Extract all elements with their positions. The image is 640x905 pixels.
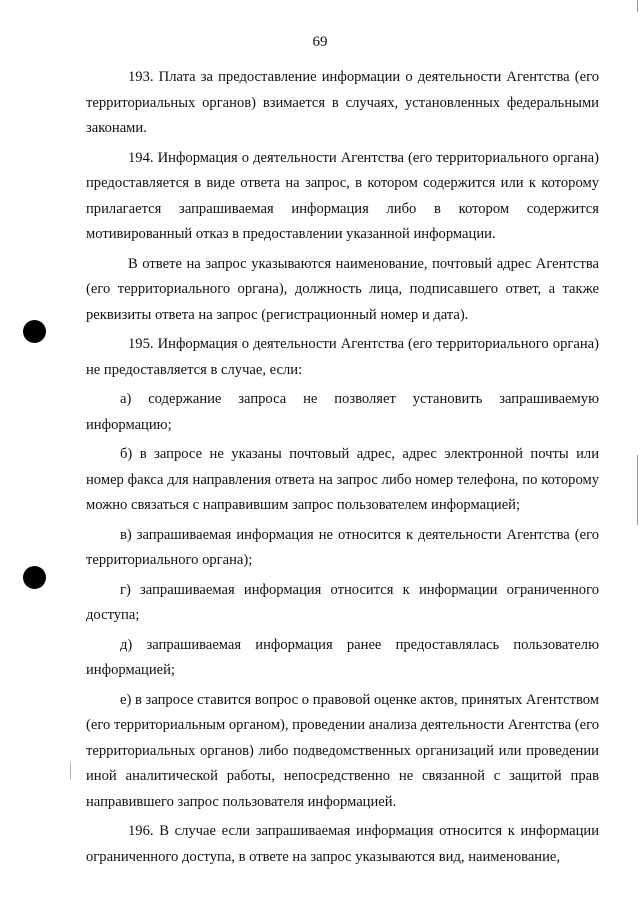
list-item-v: в) запрашиваемая информация не относится к деятельности Агентства (его территориального органа);: [86, 526, 599, 568]
paragraph-194-response-details: В ответе на запрос указываются наименование, почтовый адрес Агентства (его территориального органа), должность лица, подписавшего ответ, а также реквизиты ответа на запрос (регистрационный номер и дата).: [86, 255, 599, 323]
list-item-a: а) содержание запроса не позволяет установить запрашиваемую информацию;: [86, 391, 599, 433]
paragraph-194: 194. Информация о деятельности Агентства (его территориального органа) предоставляется в виде ответа на запрос, в котором содержится или к которому прилагается запрашиваемая информация либо в котором содержится мотивированный отказ в предоставлении указанной информации.: [86, 149, 599, 242]
margin-mark: [70, 762, 71, 780]
paragraph-196: 196. В случае если запрашиваемая информация относится к информации ограниченного доступа, в ответе на запрос указываются вид, наименование,: [86, 823, 599, 865]
list-item-b: б) в запросе не указаны почтовый адрес, адрес электронной почты или номер факса для направления ответа на запрос либо номер телефона, по которому можно связаться с направившим запрос пользователем информацией;: [86, 446, 599, 513]
list-item-d: д) запрашиваемая информация ранее предоставлялась пользователю информацией;: [86, 636, 599, 678]
paragraph-195: 195. Информация о деятельности Агентства (его территориального органа) не предоставляется в случае, если:: [86, 336, 599, 378]
list-item-g: г) запрашиваемая информация относится к информации ограниченного доступа;: [86, 581, 599, 623]
punch-hole-top: [23, 320, 46, 343]
paragraph-193: 193. Плата за предоставление информации о деятельности Агентства (его территориальных органов) взимается в случаях, установленных федеральными законами.: [86, 69, 599, 136]
list-item-e: е) в запросе ставится вопрос о правовой оценке актов, принятых Агентством (его территориальным органом), проведении анализа деятельности Агентства (его территориальных органов) либо подведомственных организаций или проведении иной аналитической работы, непосредственно не связанной с защитой прав направившего запрос пользователя информацией.: [86, 691, 599, 810]
scan-edge-mark: [637, 455, 638, 525]
document-body: [86, 65, 599, 874]
scan-edge-mark-top: [637, 0, 638, 12]
page-number: 69: [312, 34, 328, 50]
punch-hole-bottom: [23, 566, 46, 589]
